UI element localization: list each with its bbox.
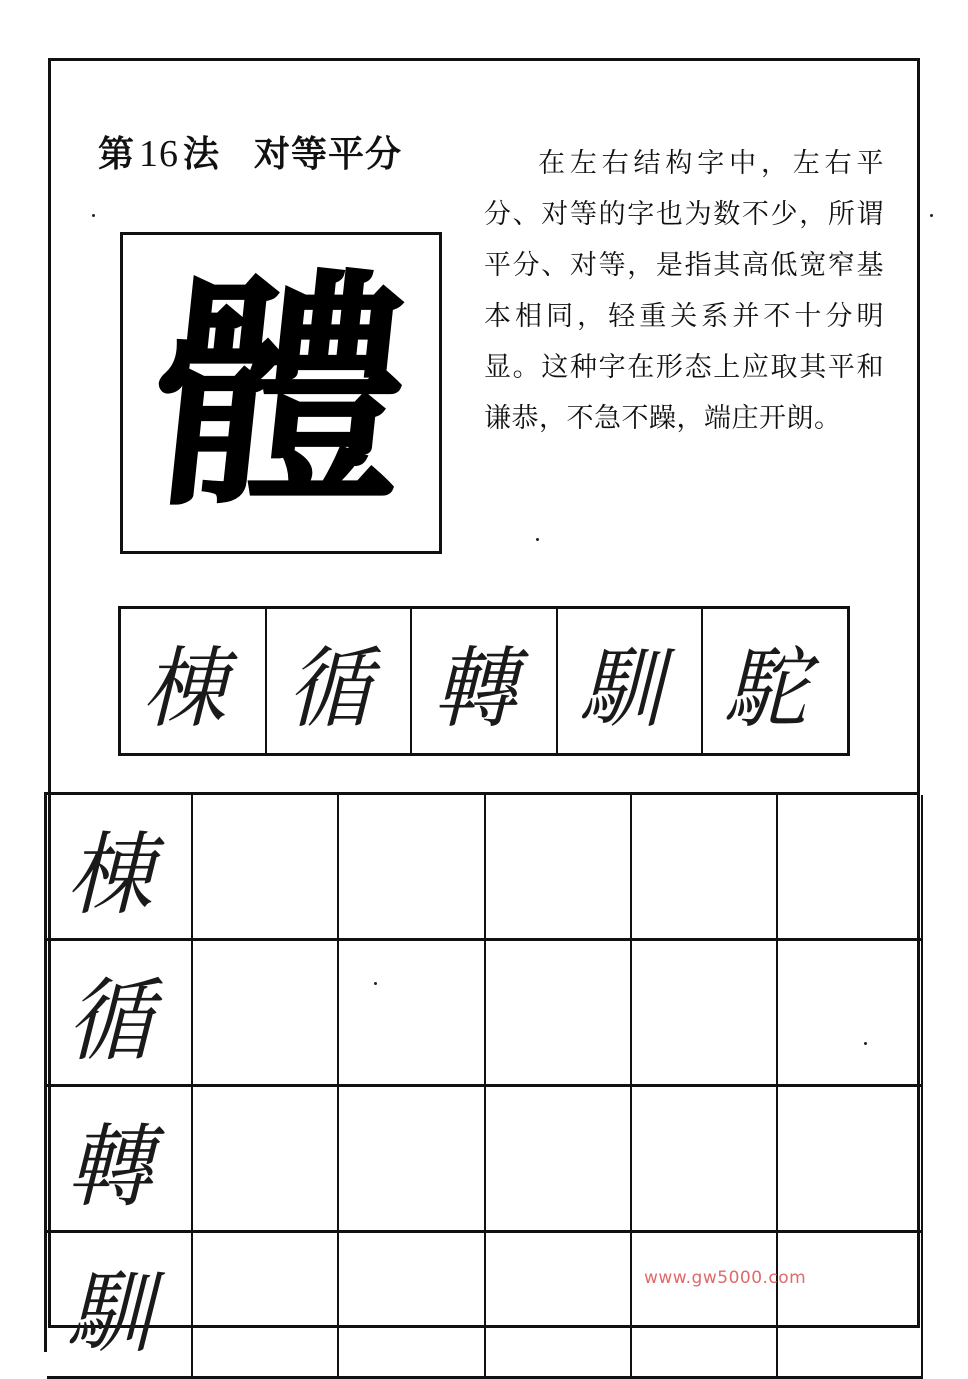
sample-cell: [267, 609, 413, 753]
watermark: www.gw5000.com: [644, 1268, 807, 1288]
rule-number: 16: [139, 133, 180, 175]
model-cell: [47, 941, 193, 1087]
description-text: 在左右结构字中，左右平分、对等的字也为数不少，所谓平分、对等，是指其高低宽窄基本相同，轻重关系并不十分明显。这种字在形态上应取其平和谦恭，不急不躁，端庄开朗。: [484, 148, 884, 434]
practice-cell[interactable]: [486, 795, 632, 941]
practice-cell[interactable]: [339, 941, 486, 1087]
print-speck: [930, 214, 933, 217]
practice-cell[interactable]: [339, 795, 486, 941]
sample-character: 棟: [136, 636, 246, 740]
practice-cell[interactable]: [486, 941, 632, 1087]
practice-cell[interactable]: [778, 941, 923, 1087]
sample-character: 駝: [718, 636, 829, 740]
practice-cell[interactable]: [632, 795, 778, 941]
model-character: 循: [60, 968, 173, 1074]
sample-cell: [703, 609, 847, 753]
practice-cell[interactable]: [193, 941, 339, 1087]
practice-cell[interactable]: [486, 1087, 632, 1233]
print-speck: [92, 214, 95, 217]
rule-heading: [98, 126, 402, 177]
practice-cell[interactable]: [193, 1087, 339, 1233]
print-speck: [374, 982, 377, 985]
model-character: 轉: [60, 1114, 173, 1220]
practice-cell[interactable]: [193, 1233, 339, 1379]
rule-suffix: 法: [183, 134, 221, 175]
rule-description: [484, 138, 884, 444]
sample-character: 循: [281, 636, 392, 740]
practice-cell[interactable]: [778, 1087, 923, 1233]
practice-cell[interactable]: [778, 1233, 923, 1379]
model-character: 馴: [60, 1260, 173, 1366]
sample-strip: [118, 606, 850, 756]
practice-cell[interactable]: [339, 1233, 486, 1379]
print-speck: [864, 1042, 867, 1045]
practice-cell[interactable]: [632, 1233, 778, 1379]
example-character: 體: [140, 246, 422, 540]
sample-cell: [558, 609, 704, 753]
practice-cell[interactable]: [193, 795, 339, 941]
example-character-box: [120, 232, 442, 554]
rule-prefix: 第: [98, 134, 136, 175]
practice-cell[interactable]: [778, 795, 923, 941]
model-cell: [47, 795, 193, 941]
model-character: 棟: [60, 822, 173, 928]
sample-cell: [412, 609, 558, 753]
model-cell: [47, 1087, 193, 1233]
model-cell: [47, 1233, 193, 1379]
rule-name: 对等平分: [254, 134, 403, 175]
sample-character: 馴: [573, 636, 683, 740]
practice-cell[interactable]: [632, 941, 778, 1087]
print-speck: [536, 538, 539, 541]
sample-character: 轉: [427, 636, 538, 740]
practice-cell[interactable]: [632, 1087, 778, 1233]
practice-cell[interactable]: [339, 1087, 486, 1233]
practice-cell[interactable]: [486, 1233, 632, 1379]
sample-cell: [121, 609, 267, 753]
